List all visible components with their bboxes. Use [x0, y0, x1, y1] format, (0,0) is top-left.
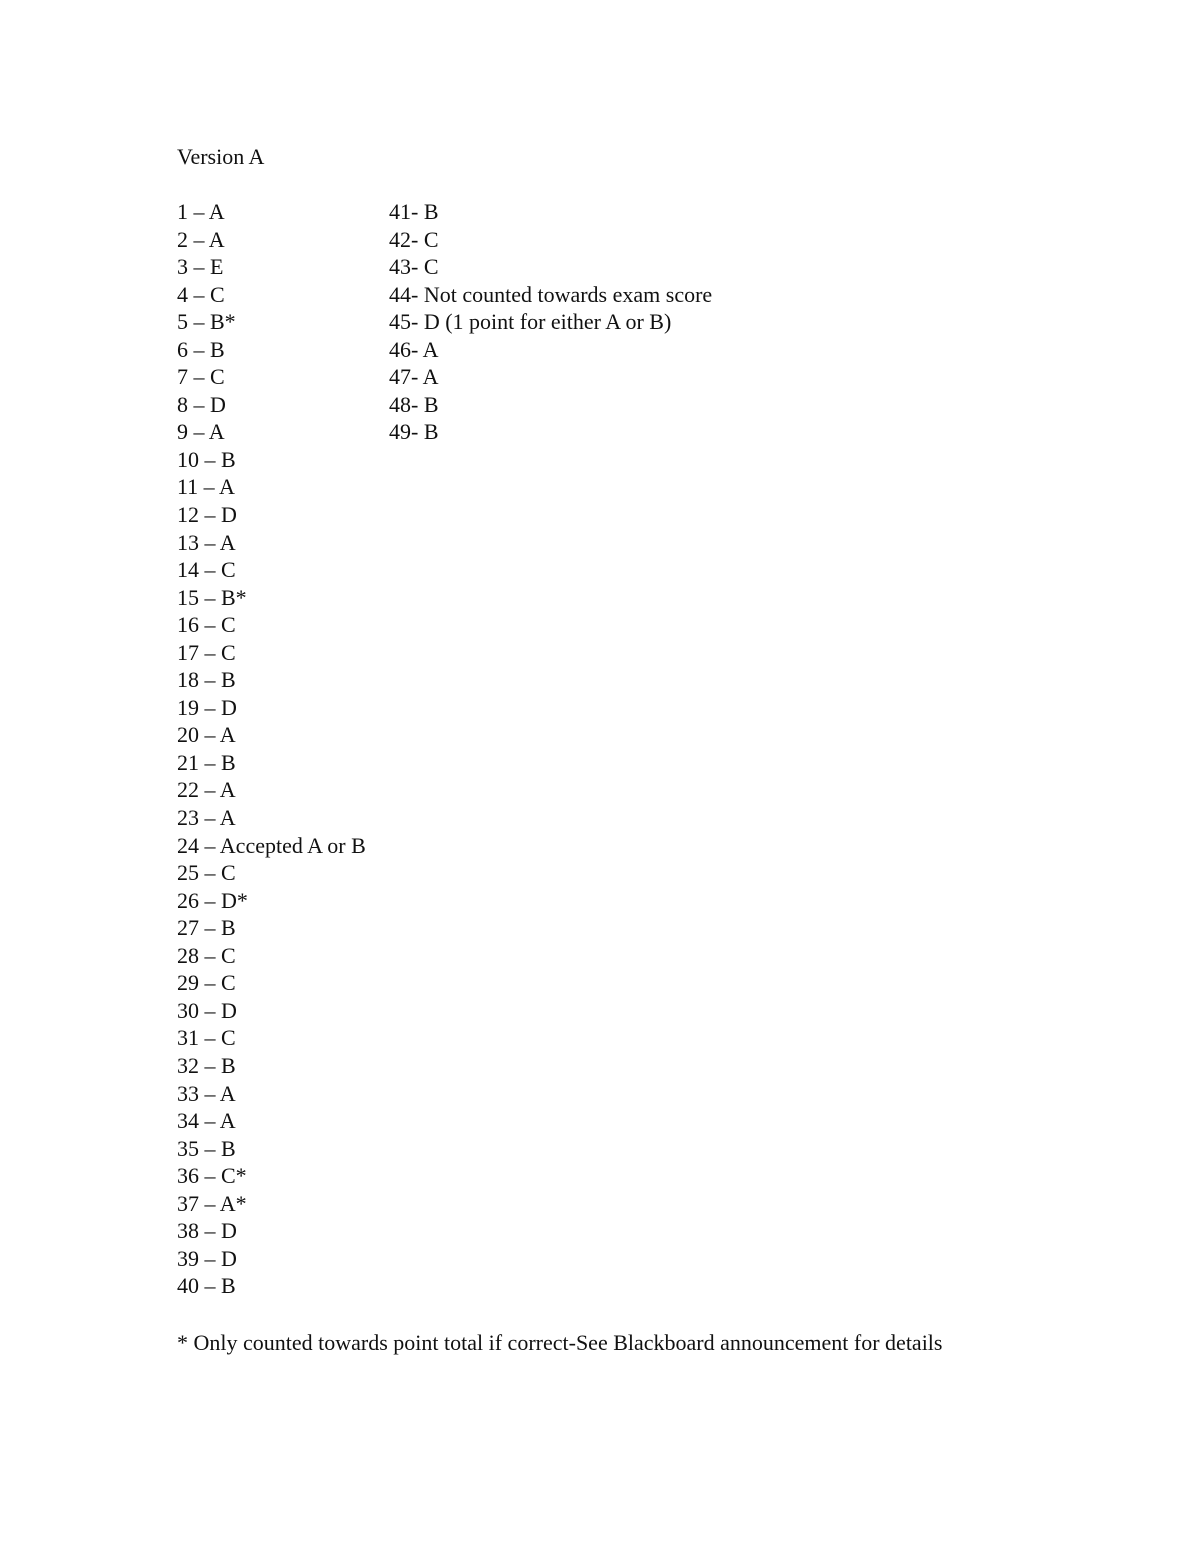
answer-item: 32 – B [177, 1052, 236, 1078]
answer-item: 6 – B [177, 336, 225, 362]
answer-item: 35 – B [177, 1135, 236, 1161]
answer-item: 43- C [389, 254, 439, 280]
answer-item: 45- D (1 point for either A or B) [389, 309, 672, 335]
answer-item: 16 – C [177, 612, 236, 638]
answer-item: 10 – B [177, 446, 236, 472]
version-title: Version A [177, 144, 265, 169]
answer-item: 19 – D [177, 694, 237, 720]
answer-item: 11 – A [177, 474, 235, 500]
answer-item: 3 – E [177, 254, 224, 280]
answer-item: 47- A [389, 364, 439, 390]
answer-item: 20 – A [177, 722, 236, 748]
answer-item: 25 – C [177, 860, 236, 886]
answer-item: 24 – Accepted A or B [177, 832, 366, 858]
answer-item: 46- A [389, 336, 439, 362]
answer-item: 27 – B [177, 915, 236, 941]
answer-item: 5 – B* [177, 309, 236, 335]
answer-item: 1 – A [177, 199, 225, 224]
answer-item: 7 – C [177, 364, 225, 390]
answer-item: 22 – A [177, 777, 236, 803]
answers-column-right [389, 198, 712, 446]
answer-item: 4 – C [177, 281, 225, 307]
answer-item: 37 – A* [177, 1190, 247, 1216]
answer-item: 12 – D [177, 502, 237, 528]
answer-item: 33 – A [177, 1080, 236, 1106]
answer-item: 23 – A [177, 805, 236, 831]
answer-item: 28 – C [177, 942, 236, 968]
answer-item: 39 – D [177, 1245, 237, 1271]
answer-item: 30 – D [177, 997, 237, 1023]
answer-item: 17 – C [177, 639, 236, 665]
footnote: * Only counted towards point total if correct-See Blackboard announcement for details [177, 1330, 943, 1355]
answer-item: 38 – D [177, 1218, 237, 1244]
answer-item: 14 – C [177, 557, 236, 583]
answer-item: 34 – A [177, 1108, 236, 1134]
answers-column-left [177, 198, 366, 1300]
answer-item: 29 – C [177, 970, 236, 996]
answer-item: 41- B [389, 199, 439, 224]
answer-item: 49- B [389, 419, 439, 445]
answer-item: 48- B [389, 391, 439, 417]
answer-item: 2 – A [177, 226, 225, 252]
answer-item: 13 – A [177, 529, 236, 555]
answer-item: 42- C [389, 226, 439, 252]
answer-item: 18 – B [177, 667, 236, 693]
answer-item: 44- Not counted towards exam score [389, 281, 713, 307]
answer-item: 31 – C [177, 1025, 236, 1051]
answer-item: 9 – A [177, 419, 225, 445]
answer-item: 21 – B [177, 749, 236, 775]
answer-item: 15 – B* [177, 584, 247, 610]
answer-item: 36 – C* [177, 1163, 247, 1189]
answer-item: 8 – D [177, 391, 226, 417]
answer-item: 26 – D* [177, 887, 248, 913]
answer-item: 40 – B [177, 1273, 236, 1299]
